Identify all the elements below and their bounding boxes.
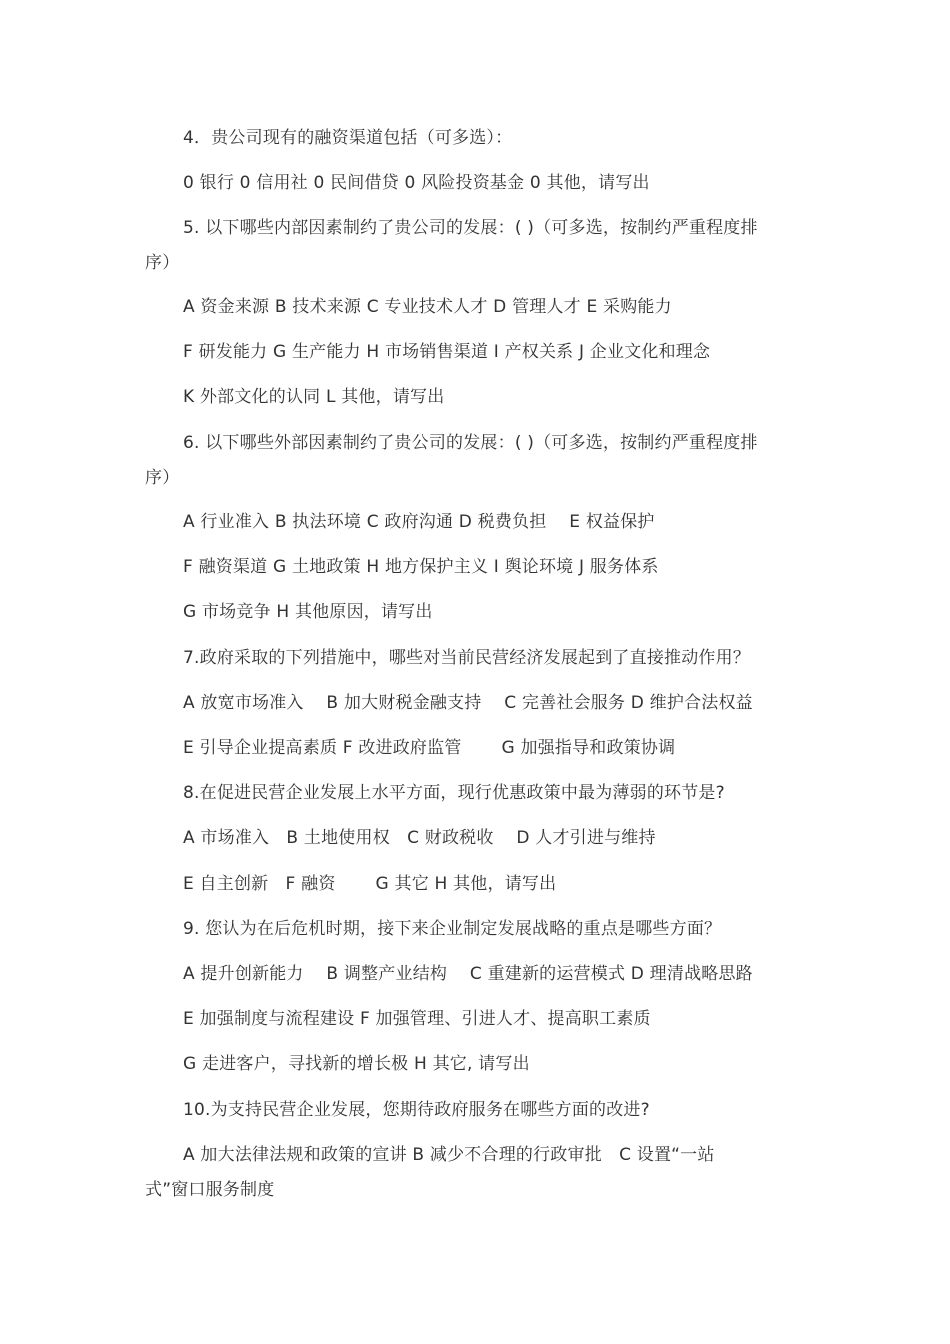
question-4-options: 0 银行 0 信用社 0 民间借贷 0 风险投资基金 0 其他，请写出 (183, 173, 650, 193)
question-6-wrap: 序） (145, 468, 180, 488)
question-5-options-2: F 研发能力 G 生产能力 H 市场销售渠道 I 产权关系 J 企业文化和理念 (183, 342, 711, 362)
question-5-options-3: K 外部文化的认同 L 其他，请写出 (183, 387, 445, 407)
question-7: 7.政府采取的下列措施中，哪些对当前民营经济发展起到了直接推动作用？ (183, 648, 751, 668)
question-8-options-1: A 市场准入 B 土地使用权 C 财政税收 D 人才引进与维持 (183, 828, 656, 848)
question-6-options-3: G 市场竞争 H 其他原因，请写出 (183, 602, 433, 622)
question-5-wrap: 序） (145, 253, 180, 273)
question-10-wrap: 式”窗口服务制度 (145, 1180, 275, 1200)
question-9-options-3: G 走进客户，寻找新的增长极 H 其它, 请写出 (183, 1054, 530, 1074)
question-9-options-1: A 提升创新能力 B 调整产业结构 C 重建新的运营模式 D 理清战略思路 (183, 964, 753, 984)
question-8-options-2: E 自主创新 F 融资 G 其它 H 其他，请写出 (183, 874, 557, 894)
question-9: 9. 您认为在后危机时期，接下来企业制定发展战略的重点是哪些方面？ (183, 919, 722, 939)
question-6-options-2: F 融资渠道 G 土地政策 H 地方保护主义 I 舆论环境 J 服务体系 (183, 557, 659, 577)
question-6-options-1: A 行业准入 B 执法环境 C 政府沟通 D 税费负担 E 权益保护 (183, 512, 655, 532)
question-7-options-2: E 引导企业提高素质 F 改进政府监管 G 加强指导和政策协调 (183, 738, 676, 758)
question-9-options-2: E 加强制度与流程建设 F 加强管理、引进人才、提高职工素质 (183, 1009, 651, 1029)
question-10-options-1: A 加大法律法规和政策的宣讲 B 减少不合理的行政审批 C 设置“一站 (183, 1145, 715, 1165)
question-5: 5. 以下哪些内部因素制约了贵公司的发展：( )（可多选，按制约严重程度排 (183, 218, 758, 238)
question-4: 4．贵公司现有的融资渠道包括（可多选）： (183, 128, 513, 148)
question-7-options-1: A 放宽市场准入 B 加大财税金融支持 C 完善社会服务 D 维护合法权益 (183, 693, 753, 713)
question-6: 6. 以下哪些外部因素制约了贵公司的发展：( )（可多选，按制约严重程度排 (183, 433, 758, 453)
question-5-options-1: A 资金来源 B 技术来源 C 专业技术人才 D 管理人才 E 采购能力 (183, 297, 672, 317)
question-10: 10.为支持民营企业发展，您期待政府服务在哪些方面的改进? (183, 1100, 650, 1120)
question-8: 8.在促进民营企业发展上水平方面，现行优惠政策中最为薄弱的环节是? (183, 783, 725, 803)
